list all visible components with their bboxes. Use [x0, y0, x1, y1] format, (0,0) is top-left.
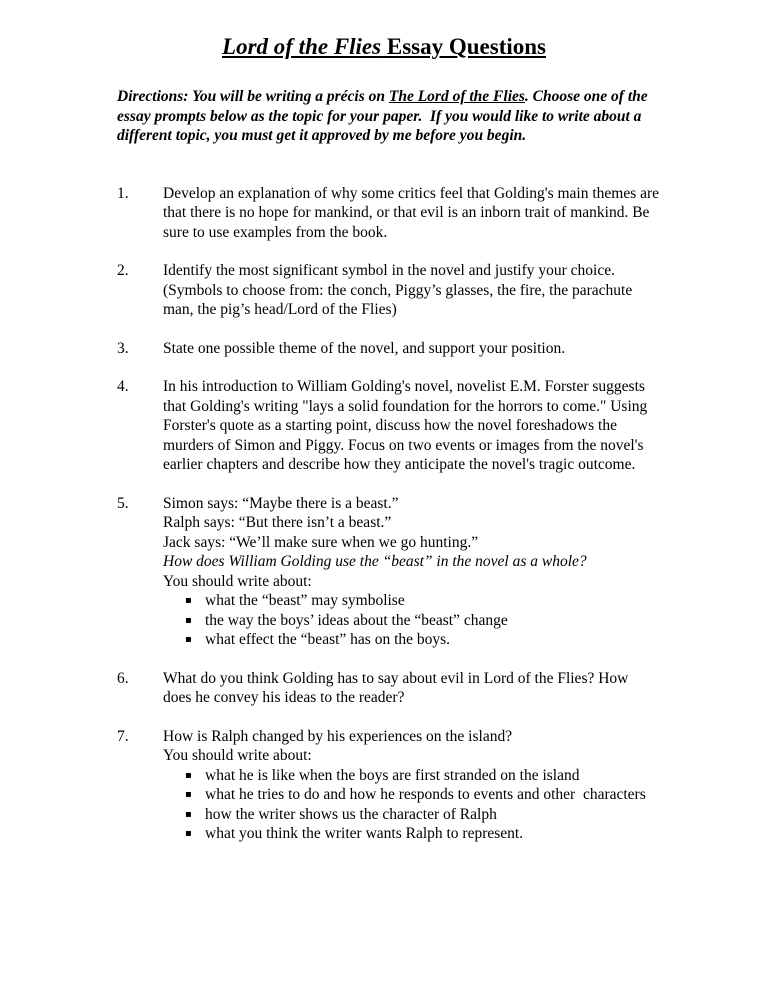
question-item	[117, 494, 660, 650]
question-line: What do you think Golding has to say about evil in Lord of the Flies? How does he convey his ideas to the reader?	[163, 669, 633, 706]
question-line: You should write about:	[163, 572, 312, 590]
bullet-marker-icon: ▪	[185, 595, 192, 606]
question-body	[163, 494, 660, 650]
bullet-item	[163, 591, 660, 611]
question-line: How is Ralph changed by his experiences on the island?	[163, 727, 513, 745]
question-number: 2.	[117, 262, 129, 279]
question-list	[117, 184, 663, 844]
bullet-text: what effect the “beast” has on the boys.	[205, 631, 451, 648]
question-number: 1.	[117, 184, 129, 202]
question-body	[163, 669, 660, 708]
bullet-text: the way the boys’ ideas about the “beast” change	[205, 611, 508, 629]
question-item	[117, 669, 660, 708]
bullet-text: what you think the writer wants Ralph to represent.	[205, 825, 524, 842]
question-number: 4.	[117, 378, 129, 395]
title-book-name: Lord of the Flies	[222, 34, 382, 59]
question-line: Simon says: “Maybe there is a beast.”	[163, 494, 399, 512]
bullet-marker-icon: ▪	[185, 769, 192, 781]
question-item	[117, 339, 660, 359]
question-body	[163, 339, 660, 359]
question-line: In his introduction to William Golding's novel, novelist E.M. Forster suggests that Golding's writing "lays a solid foundation for the horrors to come." Using Forster's quote as a starting point, discuss how the novel foreshadows the murders of Simon and Piggy. Focus on two events or images from the novel's earlier chapters and describe how they anticipate the novel's tragic outcome.	[163, 378, 652, 473]
question-line: Develop an explanation of why some critics feel that Golding's main themes are that there is no hope for mankind, or that evil is an inborn trait of mankind. Be sure to use examples from the book.	[163, 184, 663, 241]
question-number: 7.	[117, 727, 129, 745]
bullet-item	[163, 785, 660, 805]
bullet-item	[163, 611, 660, 631]
bullet-item	[163, 766, 660, 786]
bullet-marker-icon: ▪	[185, 614, 192, 626]
bullet-text: what he is like when the boys are first stranded on the island	[205, 766, 580, 784]
bullet-item	[163, 824, 660, 844]
question-body	[163, 261, 660, 320]
directions-book-title: The Lord of the Flies	[388, 88, 525, 105]
question-line: Identify the most significant symbol in the novel and justify your choice. (Symbols to choose from: the conch, Piggy’s glasses, the fire, the parachute man, the pig’s head/Lord of the Flies)	[163, 262, 637, 318]
question-item	[117, 261, 660, 320]
question-line-italic: How does William Golding use the “beast” in the novel as a whole?	[163, 553, 587, 570]
document-content	[0, 87, 768, 903]
bullet-marker-icon: ▪	[185, 789, 192, 800]
page-title	[0, 33, 768, 61]
question-line: You should write about:	[163, 747, 312, 764]
directions-paragraph	[117, 87, 660, 146]
bullet-marker-icon: ▪	[185, 634, 192, 645]
question-line: State one possible theme of the novel, and support your position.	[163, 339, 566, 357]
question-line: Jack says: “We’ll make sure when we go hunting.”	[163, 533, 479, 551]
bullet-text: what the “beast” may symbolise	[205, 592, 405, 609]
question-number: 3.	[117, 339, 129, 357]
bullet-text: how the writer shows us the character of Ralph	[205, 805, 497, 823]
question-body	[163, 377, 660, 475]
bullet-item	[163, 630, 660, 650]
question-number: 5.	[117, 494, 129, 512]
question-line: Ralph says: “But there isn’t a beast.”	[163, 514, 392, 531]
question-item	[117, 727, 660, 844]
question-item	[117, 377, 660, 475]
question-body	[163, 727, 660, 844]
title-suffix: Essay Questions	[381, 34, 546, 59]
question-body	[163, 184, 663, 243]
directions-part2: . Choose one of the essay prompts below as the topic for your paper. If you would like to write about a different topic, you must get it approved by me before you begin.	[117, 88, 652, 144]
bullet-marker-icon: ▪	[185, 808, 192, 820]
bullet-text: what he tries to do and how he responds to events and other characters	[205, 786, 646, 803]
question-item	[117, 184, 663, 243]
directions-part1: Directions: You will be writing a précis on	[117, 88, 389, 105]
bullet-marker-icon: ▪	[185, 828, 192, 839]
question-number: 6.	[117, 669, 129, 687]
bullet-item	[163, 805, 660, 825]
